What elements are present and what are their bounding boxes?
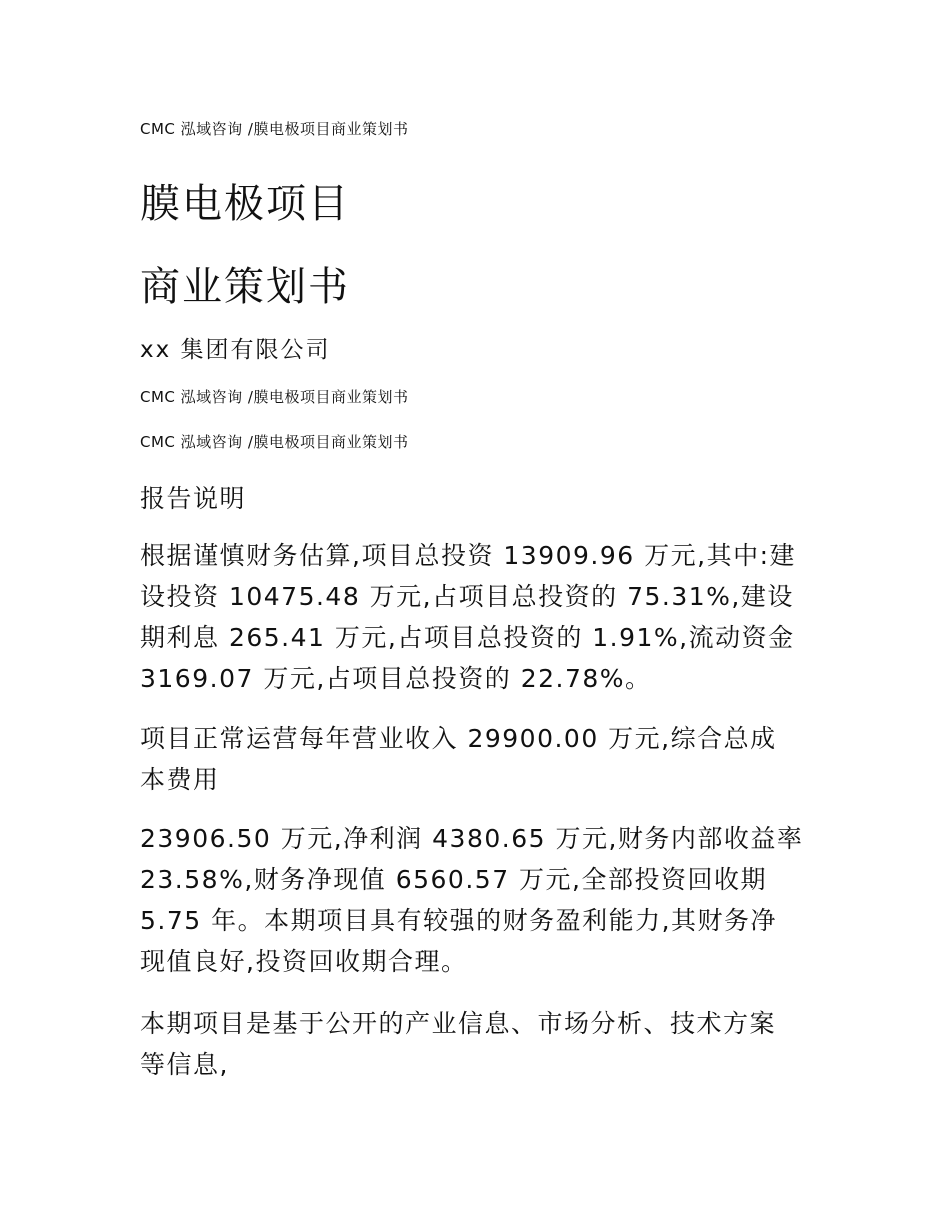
section-heading: 报告说明 xyxy=(140,484,247,513)
company-name: xx 集团有限公司 xyxy=(140,337,331,363)
paragraph-line: 3169.07 万元,占项目总投资的 22.78%。 xyxy=(140,664,652,693)
paragraph-line: 根据谨慎财务估算,项目总投资 13909.96 万元,其中:建 xyxy=(140,541,796,570)
paragraph-basis xyxy=(140,1003,820,1085)
running-header-2: CMC 泓域咨询 /膜电极项目商业策划书 xyxy=(140,388,409,406)
paragraph-line: 23.58%,财务净现值 6560.57 万元,全部投资回收期 xyxy=(140,865,767,894)
paragraph-line: 设投资 10475.48 万元,占项目总投资的 75.31%,建设 xyxy=(140,582,794,611)
cover-title-line-1: 膜电极项目 xyxy=(140,181,350,227)
paragraph-investment xyxy=(140,535,820,699)
cover-title-line-2: 商业策划书 xyxy=(140,264,350,310)
paragraph-line: 现值良好,投资回收期合理。 xyxy=(140,947,468,976)
paragraph-line: 本期项目是基于公开的产业信息、市场分析、技术方案 xyxy=(140,1009,777,1038)
paragraph-line: 等信息, xyxy=(140,1050,229,1079)
running-header-3: CMC 泓域咨询 /膜电极项目商业策划书 xyxy=(140,433,409,451)
paragraph-profit xyxy=(140,818,820,982)
paragraph-line: 项目正常运营每年营业收入 29900.00 万元,综合总成 xyxy=(140,724,777,753)
paragraph-line: 本费用 xyxy=(140,765,220,794)
paragraph-revenue xyxy=(140,718,820,800)
running-header: CMC 泓域咨询 /膜电极项目商业策划书 xyxy=(140,120,409,138)
paragraph-line: 5.75 年。本期项目具有较强的财务盈利能力,其财务净 xyxy=(140,906,778,935)
paragraph-line: 期利息 265.41 万元,占项目总投资的 1.91%,流动资金 xyxy=(140,623,795,652)
paragraph-line: 23906.50 万元,净利润 4380.65 万元,财务内部收益率 xyxy=(140,824,804,853)
